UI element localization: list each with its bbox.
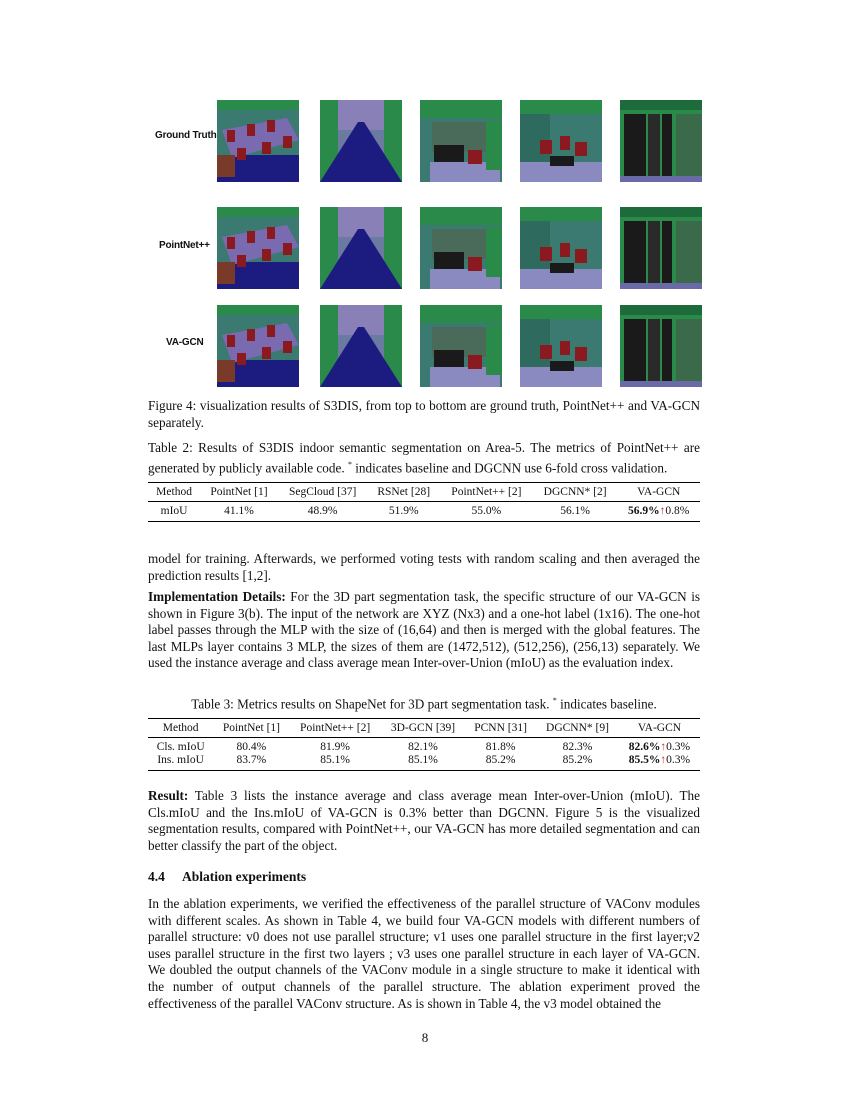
result-heading: Result:: [148, 788, 189, 803]
table-cell: 51.9%: [368, 502, 440, 522]
table-cell: 85.1%: [381, 754, 465, 771]
table-cell: 82.1%: [408, 741, 438, 753]
table2-header: RSNet [28]: [368, 483, 440, 502]
table-row: [148, 738, 700, 755]
gain-value: 0.3%: [666, 741, 691, 753]
body-paragraph: model for training. Afterwards, we performed voting tests with random scaling and then averaged the prediction results [1,2].: [148, 551, 700, 583]
table-cell: 83.7%: [213, 754, 289, 771]
implementation-text: For the 3D part segmentation task, the specific structure of our VA-GCN is shown in Figure 3(b). The input of the network are XYZ (Nx3) and a one-hot label (1x16). The one-hot label passes through the MLP with the size of (16,64) and then is merged with the global features. The last MLPs layer contains 3 MLP, the sizes of them are (1472,512), (512,256), (256,13) separately. We used the instance average and class average mean Inter-over-Union (mIoU) as the evaluation index.: [148, 589, 700, 671]
table-cell: mIoU: [148, 502, 200, 522]
up-arrow-icon: ↑: [660, 741, 667, 753]
table3-header: PointNet++ [2]: [289, 719, 380, 738]
table2-header: SegCloud [37]: [278, 483, 368, 502]
section-number: 4.4: [148, 869, 165, 884]
segmentation-image: [320, 305, 402, 387]
row-label-pointnetpp: PointNet++: [159, 240, 210, 251]
table2: [148, 482, 700, 522]
table3-header: DGCNN* [9]: [536, 719, 619, 738]
segmentation-image: [217, 100, 299, 182]
up-arrow-icon: ↑: [659, 505, 666, 517]
segmentation-image: [320, 207, 402, 289]
row-label-va-gcn: VA-GCN: [166, 337, 204, 348]
table-cell: 82.3%: [562, 741, 593, 753]
table-cell-best: [619, 738, 700, 755]
table-cell: 80.4%: [236, 741, 267, 753]
section-heading: [148, 869, 306, 885]
implementation-paragraph: [148, 589, 700, 672]
implementation-heading: Implementation Details:: [148, 589, 286, 604]
table3-header-row: [148, 719, 700, 738]
page-number: 8: [421, 1030, 429, 1045]
result-text: Table 3 lists the instance average and class average mean Inter-over-Union (mIoU). The Cls.mIoU and the Ins.mIoU of VA-GCN is 0.3% better than DGCNN. Figure 5 is the visualized segmentation results, compared with PointNet++, our VA-GCN has more detailed segmentation and can better classify the part of the object.: [148, 788, 700, 853]
table-cell: 55.0%: [440, 502, 533, 522]
table-cell-best: [619, 754, 700, 771]
segmentation-image: [520, 305, 602, 387]
table-cell: Ins. mIoU: [148, 754, 213, 771]
segmentation-image: [520, 100, 602, 182]
table2-caption: Table 2: Results of S3DIS indoor semantic segmentation on Area-5. The metrics of PointNet++ are generated by publicly available code. * indicates baseline and DGCNN use 6-fold cross validation.: [148, 440, 700, 475]
table2-header-row: [148, 483, 700, 502]
segmentation-image: [620, 207, 702, 289]
table-cell: 85.2%: [536, 754, 619, 771]
result-paragraph: [148, 788, 700, 854]
table-cell: 48.9%: [278, 502, 368, 522]
table3-header: VA-GCN: [619, 719, 700, 738]
table-cell: 81.8%: [485, 741, 516, 753]
gain-value: 0.8%: [665, 505, 690, 517]
table2-header: PointNet [1]: [200, 483, 278, 502]
best-value: 82.6%: [628, 741, 661, 753]
segmentation-image: [620, 305, 702, 387]
table-cell: 81.9%: [320, 741, 350, 753]
table-row: [148, 502, 700, 522]
table2-header: DGCNN* [2]: [533, 483, 617, 502]
figure-caption: Figure 4: visualization results of S3DIS, from top to bottom are ground truth, PointNet++ and VA-GCN separately.: [148, 398, 700, 430]
table2-header: VA-GCN: [617, 483, 700, 502]
table-row: [148, 754, 700, 771]
segmentation-image: [420, 207, 502, 289]
best-value: 85.5%: [628, 754, 661, 766]
table2-header: PointNet++ [2]: [440, 483, 533, 502]
table2-header: Method: [148, 483, 200, 502]
segmentation-image: [520, 207, 602, 289]
table-cell: 85.1%: [289, 754, 380, 771]
table3-header: Method: [148, 719, 213, 738]
table3-header: PCNN [31]: [465, 719, 536, 738]
table3: [148, 718, 700, 771]
table-cell: Cls. mIoU: [156, 741, 205, 753]
segmentation-image: [217, 305, 299, 387]
table3-header: PointNet [1]: [213, 719, 289, 738]
gain-value: 0.3%: [666, 754, 691, 766]
table-cell: 56.1%: [533, 502, 617, 522]
ablation-paragraph: In the ablation experiments, we verified the effectiveness of the parallel structure of VAConv modules with different scales. As shown in Table 4, we build four VA-GCN models with different numbers of parallel structure: v0 does not use parallel structure; v1 uses one parallel structure in the first layer;v2 uses parallel structure in the first two layers ; v3 uses one parallel structure in each layer of VA-GCN. We doubled the output channels of the VAConv module in a single structure to make it identical with the number of output channels of the parallel structure. The ablation experiment proved the effectiveness of the parallel VAConv structure. As is shown in Table 4, the v3 model obtained the: [148, 896, 700, 1011]
segmentation-image: [420, 305, 502, 387]
table3-caption: Table 3: Metrics results on ShapeNet for 3D part segmentation task. * indicates baseline.: [191, 696, 657, 712]
segmentation-image: [320, 100, 402, 182]
table-cell-best: [617, 502, 700, 522]
table-cell: 85.2%: [465, 754, 536, 771]
table-cell: 41.1%: [200, 502, 278, 522]
segmentation-image: [420, 100, 502, 182]
section-title: Ablation experiments: [182, 869, 307, 884]
up-arrow-icon: ↑: [660, 754, 667, 766]
best-value: 56.9%: [628, 505, 660, 517]
segmentation-image: [620, 100, 702, 182]
table3-header: 3D-GCN [39]: [381, 719, 465, 738]
row-label-ground-truth: Ground Truth: [155, 130, 217, 141]
segmentation-image: [217, 207, 299, 289]
